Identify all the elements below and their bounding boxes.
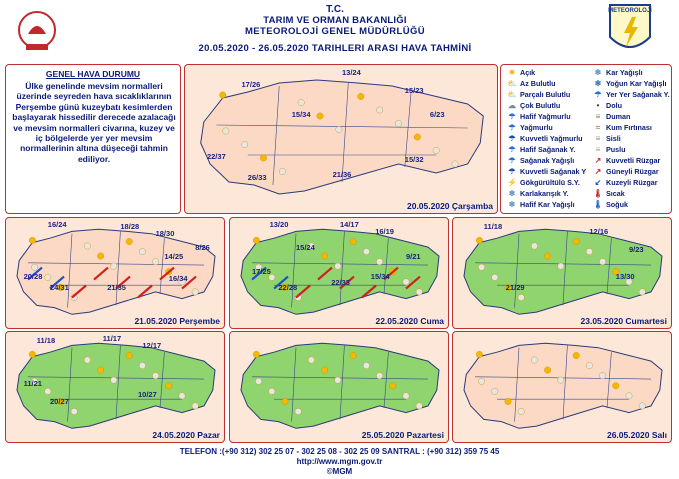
temperature-label: 10/27 xyxy=(138,390,157,400)
legend-item xyxy=(507,200,575,209)
legend-icon: 🌡 xyxy=(593,200,604,209)
weather-icon xyxy=(152,258,158,264)
legend-label: Kuvvetli Yağmurlu xyxy=(520,134,583,143)
temperature-label: 6/23 xyxy=(429,110,445,119)
weather-icon xyxy=(390,383,396,389)
legend-item xyxy=(593,178,658,187)
legend-icon: ☂ xyxy=(508,112,516,121)
legend-label: Hafif Sağanak Y. xyxy=(520,145,576,154)
turkey-map xyxy=(230,332,449,443)
legend-item xyxy=(593,68,643,77)
weather-icon xyxy=(192,289,198,295)
legend-item xyxy=(593,90,670,99)
legend-label: Kuvvetli Rüzgar xyxy=(606,156,661,165)
legend-item xyxy=(507,189,569,198)
turkey-map xyxy=(185,65,498,214)
legend-item xyxy=(593,189,625,198)
weather-icon xyxy=(241,141,247,147)
weather-icon xyxy=(253,351,259,357)
legend-item xyxy=(507,79,556,88)
weather-icon xyxy=(336,126,342,132)
general-weather-box xyxy=(5,64,181,214)
legend-label: Kum Fırtınası xyxy=(606,123,652,132)
ministry-logo xyxy=(14,10,60,54)
weather-icon xyxy=(97,367,103,373)
weather-icon xyxy=(544,367,550,373)
legend-item xyxy=(507,101,560,110)
legend-icon: ≡ xyxy=(595,145,601,154)
legend-icon: ≈ xyxy=(595,123,601,132)
panel-date: 24.05.2020 Pazar xyxy=(152,430,220,440)
weather-icon xyxy=(358,93,364,99)
legend-icon: ⚡ xyxy=(507,178,517,187)
weather-icon xyxy=(376,107,382,113)
footer-copyright: ©MGM xyxy=(326,467,353,476)
temperature-label: 20/27 xyxy=(50,396,69,406)
legend-icon: ↗ xyxy=(594,156,602,165)
legend-label: Yer Yer Sağanak Y. xyxy=(606,90,670,99)
temperature-label: 15/34 xyxy=(370,271,390,281)
legend-item xyxy=(593,134,621,143)
temperature-label: 15/24 xyxy=(296,242,315,252)
legend-item xyxy=(593,156,660,165)
weather-icon xyxy=(558,263,564,269)
weather-icon xyxy=(298,99,304,105)
legend-label: Sıcak xyxy=(606,189,625,198)
temperature-label: 20/28 xyxy=(23,271,43,281)
weather-icon xyxy=(452,161,458,167)
map-panel-day2 xyxy=(5,217,225,329)
temperature-label: 15/32 xyxy=(404,155,424,164)
legend-icon: ❄ xyxy=(508,200,516,209)
map-panel-day6 xyxy=(229,331,449,443)
weather-icon xyxy=(586,248,592,254)
weather-icon xyxy=(111,377,117,383)
temperature-label: 17/25 xyxy=(252,267,271,277)
legend-label: Sisli xyxy=(606,134,621,143)
panel-date: 26.05.2020 Salı xyxy=(606,430,667,440)
weather-icon xyxy=(492,274,498,280)
weather-icon xyxy=(219,92,225,98)
weather-icon xyxy=(363,248,369,254)
weather-icon xyxy=(403,393,409,399)
legend-label: Duman xyxy=(606,112,631,121)
legend-item xyxy=(507,134,583,143)
weather-icon xyxy=(139,362,145,368)
weather-icon xyxy=(626,393,632,399)
meteoroloji-logo-text: METEOROLOJİ xyxy=(608,8,652,14)
temperature-label: 21/35 xyxy=(107,282,126,292)
weather-icon xyxy=(269,388,275,394)
legend-icon: ↗ xyxy=(594,167,602,176)
weather-icon xyxy=(253,237,259,243)
temperature-label: 8/26 xyxy=(195,242,210,252)
temperature-label: 11/21 xyxy=(23,379,42,389)
temperature-label: 16/34 xyxy=(168,274,188,283)
weather-icon xyxy=(613,383,619,389)
legend-label: Kuzeyli Rüzgar xyxy=(606,178,658,187)
temperature-label: 12/16 xyxy=(589,226,609,236)
temperature-label: 12/17 xyxy=(142,340,162,350)
legend-label: Hafif Kar Yağışlı xyxy=(520,200,575,209)
weather-icon xyxy=(416,403,422,409)
legend-item xyxy=(507,68,535,77)
weather-icon xyxy=(531,243,537,249)
panel-date: 25.05.2020 Pazartesi xyxy=(361,430,444,440)
legend-icon: 🌡 xyxy=(593,189,604,198)
weather-icon xyxy=(478,264,484,270)
legend-item xyxy=(593,145,626,154)
weather-icon xyxy=(29,237,35,243)
weather-icon xyxy=(126,238,132,244)
meteoroloji-logo xyxy=(606,3,654,57)
weather-icon xyxy=(476,351,482,357)
legend-label: Açık xyxy=(520,68,536,77)
weather-icon xyxy=(350,352,356,358)
temperature-label: 22/28 xyxy=(278,282,298,292)
weather-icon xyxy=(317,113,323,119)
temperature-label: 11/18 xyxy=(36,336,56,346)
temperature-label: 9/21 xyxy=(406,251,421,261)
legend-label: Kuvvetli Sağanak Y xyxy=(520,167,587,176)
weather-icon xyxy=(223,128,229,134)
weather-icon xyxy=(84,357,90,363)
weather-icon xyxy=(179,393,185,399)
weather-icon xyxy=(139,248,145,254)
legend-icon: ≡ xyxy=(595,134,601,143)
legend-icon: ❄ xyxy=(594,68,602,77)
temperature-label: 14/25 xyxy=(164,251,184,261)
legend-icon: ❄ xyxy=(508,189,516,198)
page-header xyxy=(170,4,500,54)
temperature-label: 17/26 xyxy=(241,80,261,89)
temperature-label: 22/37 xyxy=(206,152,226,161)
weather-icon xyxy=(260,155,266,161)
weather-icon xyxy=(84,243,90,249)
panel-date: 23.05.2020 Cumartesi xyxy=(580,316,667,326)
weather-icon xyxy=(558,377,564,383)
weather-icon xyxy=(476,237,482,243)
temperature-label: 16/19 xyxy=(375,226,394,236)
weather-icon xyxy=(111,263,117,269)
weather-icon xyxy=(433,147,439,153)
legend-label: Az Bulutlu xyxy=(520,79,556,88)
weather-icon xyxy=(599,372,605,378)
weather-icon xyxy=(599,258,605,264)
temperature-label: 16/24 xyxy=(47,220,67,230)
legend-icon: ❄ xyxy=(594,79,602,88)
weather-icon xyxy=(321,367,327,373)
weather-icon xyxy=(414,134,420,140)
temperature-label: 13/30 xyxy=(615,271,635,281)
map-panel-day4 xyxy=(452,217,672,329)
footer-phone: TELEFON :(+90 312) 302 25 07 - 302 25 08 - 302 25 09 SANTRAL : (+90 312) 359 75 45 xyxy=(179,447,500,456)
map-panel-day5 xyxy=(5,331,225,443)
map-panel-day3 xyxy=(229,217,449,329)
temperature-label: 11/17 xyxy=(102,334,122,344)
legend-item xyxy=(507,156,574,165)
legend-icon: ☂ xyxy=(594,90,602,99)
map-panel-day7 xyxy=(452,331,672,443)
legend-item xyxy=(507,145,575,154)
legend-item xyxy=(507,112,571,121)
legend-item xyxy=(593,167,659,176)
weather-icon xyxy=(97,253,103,259)
legend-label: Gökgürültülü S.Y. xyxy=(520,178,580,187)
weather-icon xyxy=(573,238,579,244)
weather-icon xyxy=(152,372,158,378)
weather-icon xyxy=(403,279,409,285)
weather-icon xyxy=(308,357,314,363)
weather-icon xyxy=(478,378,484,384)
header-line2: TARIM VE ORMAN BAKANLIĞI xyxy=(263,15,407,26)
legend-icon: ⛅ xyxy=(507,79,517,88)
weather-icon xyxy=(505,398,511,404)
weather-icon xyxy=(335,377,341,383)
temperature-label: 13/20 xyxy=(269,220,289,230)
legend-label: Sağanak Yağışlı xyxy=(520,156,575,165)
legend-label: Puslu xyxy=(606,145,626,154)
weather-icon xyxy=(639,289,645,295)
legend-icon: • xyxy=(596,101,600,110)
panel-date: 22.05.2020 Cuma xyxy=(375,316,444,326)
legend-icon: ☂ xyxy=(508,134,516,143)
legend-item xyxy=(593,79,666,88)
weather-icon xyxy=(295,408,301,414)
legend-label: Çok Bulutlu xyxy=(520,101,561,110)
weather-icon xyxy=(395,120,401,126)
header-title: 20.05.2020 - 26.05.2020 TARIHLERI ARASI HAVA TAHMİNİ xyxy=(198,43,472,54)
legend-icon: ☂ xyxy=(508,156,516,165)
temperature-label: 15/23 xyxy=(404,86,424,95)
temperature-label: 21/36 xyxy=(332,170,352,179)
header-line3: METEOROLOJİ GENEL MÜDÜRLÜĞÜ xyxy=(244,26,426,37)
weather-icon xyxy=(31,264,37,270)
legend-label: Yağmurlu xyxy=(520,123,553,132)
weather-icon xyxy=(518,294,524,300)
general-weather-title: GENEL HAVA DURUMU xyxy=(45,69,141,79)
map-panel-day1 xyxy=(184,64,498,214)
legend-icon: ☀ xyxy=(508,68,516,77)
general-weather-text: Ülke genelinde mevsim normalleri üzerinde seyreden hava sıcaklıklarının Perşembe günü kuzeybatı kesimlerden başlayarak hissedilir derecede azalacağı ve mevsim normalleri civarına, kuzey ve iç bölgelerde yer yer mevsim normallerinin altına düşeceği tahmin ediliyor. xyxy=(12,81,176,164)
legend-label: Güneyli Rüzgar xyxy=(606,167,659,176)
weather-icon xyxy=(29,351,35,357)
weather-icon xyxy=(350,238,356,244)
legend-item xyxy=(593,123,652,132)
weather-icon xyxy=(376,372,382,378)
weather-icon xyxy=(321,253,327,259)
panel-date: 20.05.2020 Çarşamba xyxy=(406,201,493,211)
legend-item xyxy=(593,112,630,121)
weather-icon xyxy=(492,388,498,394)
legend-icon: ☁ xyxy=(508,101,516,110)
legend-label: Yoğun Kar Yağışlı xyxy=(606,79,667,88)
legend-label: Kar Yağışlı xyxy=(606,68,643,77)
weather-icon xyxy=(531,357,537,363)
temperature-label: 9/23 xyxy=(629,244,644,254)
legend-item xyxy=(507,178,580,187)
legend-icon: ↙ xyxy=(594,178,602,187)
weather-icon xyxy=(416,289,422,295)
legend-icon: ⛅ xyxy=(507,90,517,99)
legend-item xyxy=(507,90,570,99)
legend-label: Karlakarışık Y. xyxy=(520,189,569,198)
weather-icon xyxy=(282,398,288,404)
legend-label: Parçalı Bulutlu xyxy=(520,90,571,99)
legend-label: Soğuk xyxy=(606,200,628,209)
weather-icon xyxy=(363,362,369,368)
weather-icon xyxy=(255,378,261,384)
weather-icon xyxy=(639,403,645,409)
legend-box xyxy=(500,64,672,214)
weather-icon xyxy=(518,408,524,414)
legend-label: Hafif Yağmurlu xyxy=(520,112,571,121)
weather-icon xyxy=(544,253,550,259)
weather-icon xyxy=(279,168,285,174)
turkey-map xyxy=(453,332,672,443)
weather-icon xyxy=(71,408,77,414)
temperature-label: 24/31 xyxy=(50,282,69,292)
temperature-label: 22/33 xyxy=(331,278,350,288)
temperature-label: 18/28 xyxy=(120,222,140,232)
weather-icon xyxy=(586,362,592,368)
legend-item xyxy=(593,101,622,110)
legend-label: Dolu xyxy=(606,101,622,110)
temperature-label: 14/17 xyxy=(340,220,359,230)
weather-icon xyxy=(166,383,172,389)
temperature-label: 26/33 xyxy=(247,173,267,182)
turkey-map xyxy=(453,218,672,329)
weather-icon xyxy=(573,352,579,358)
legend-icon: ☂ xyxy=(508,123,516,132)
legend-item xyxy=(593,200,628,209)
temperature-label: 21/29 xyxy=(505,282,525,292)
weather-icon xyxy=(192,403,198,409)
panel-date: 21.05.2020 Perşembe xyxy=(134,316,220,326)
temperature-label: 15/34 xyxy=(291,110,311,119)
legend-icon: ☂ xyxy=(508,167,516,176)
temperature-label: 18/30 xyxy=(155,229,175,239)
temperature-label: 13/24 xyxy=(342,68,361,77)
legend-item xyxy=(507,167,586,176)
weather-icon xyxy=(335,263,341,269)
footer-website-link[interactable]: http://www.mgm.gov.tr xyxy=(296,457,383,466)
weather-icon xyxy=(376,258,382,264)
legend-item xyxy=(507,123,553,132)
weather-icon xyxy=(45,388,51,394)
weather-icon xyxy=(126,352,132,358)
header-line1: T.C. xyxy=(326,4,344,15)
legend-icon: ☂ xyxy=(508,145,516,154)
temperature-label: 11/18 xyxy=(483,222,503,232)
legend-icon: ≡ xyxy=(595,112,601,121)
weather-icon xyxy=(45,274,51,280)
